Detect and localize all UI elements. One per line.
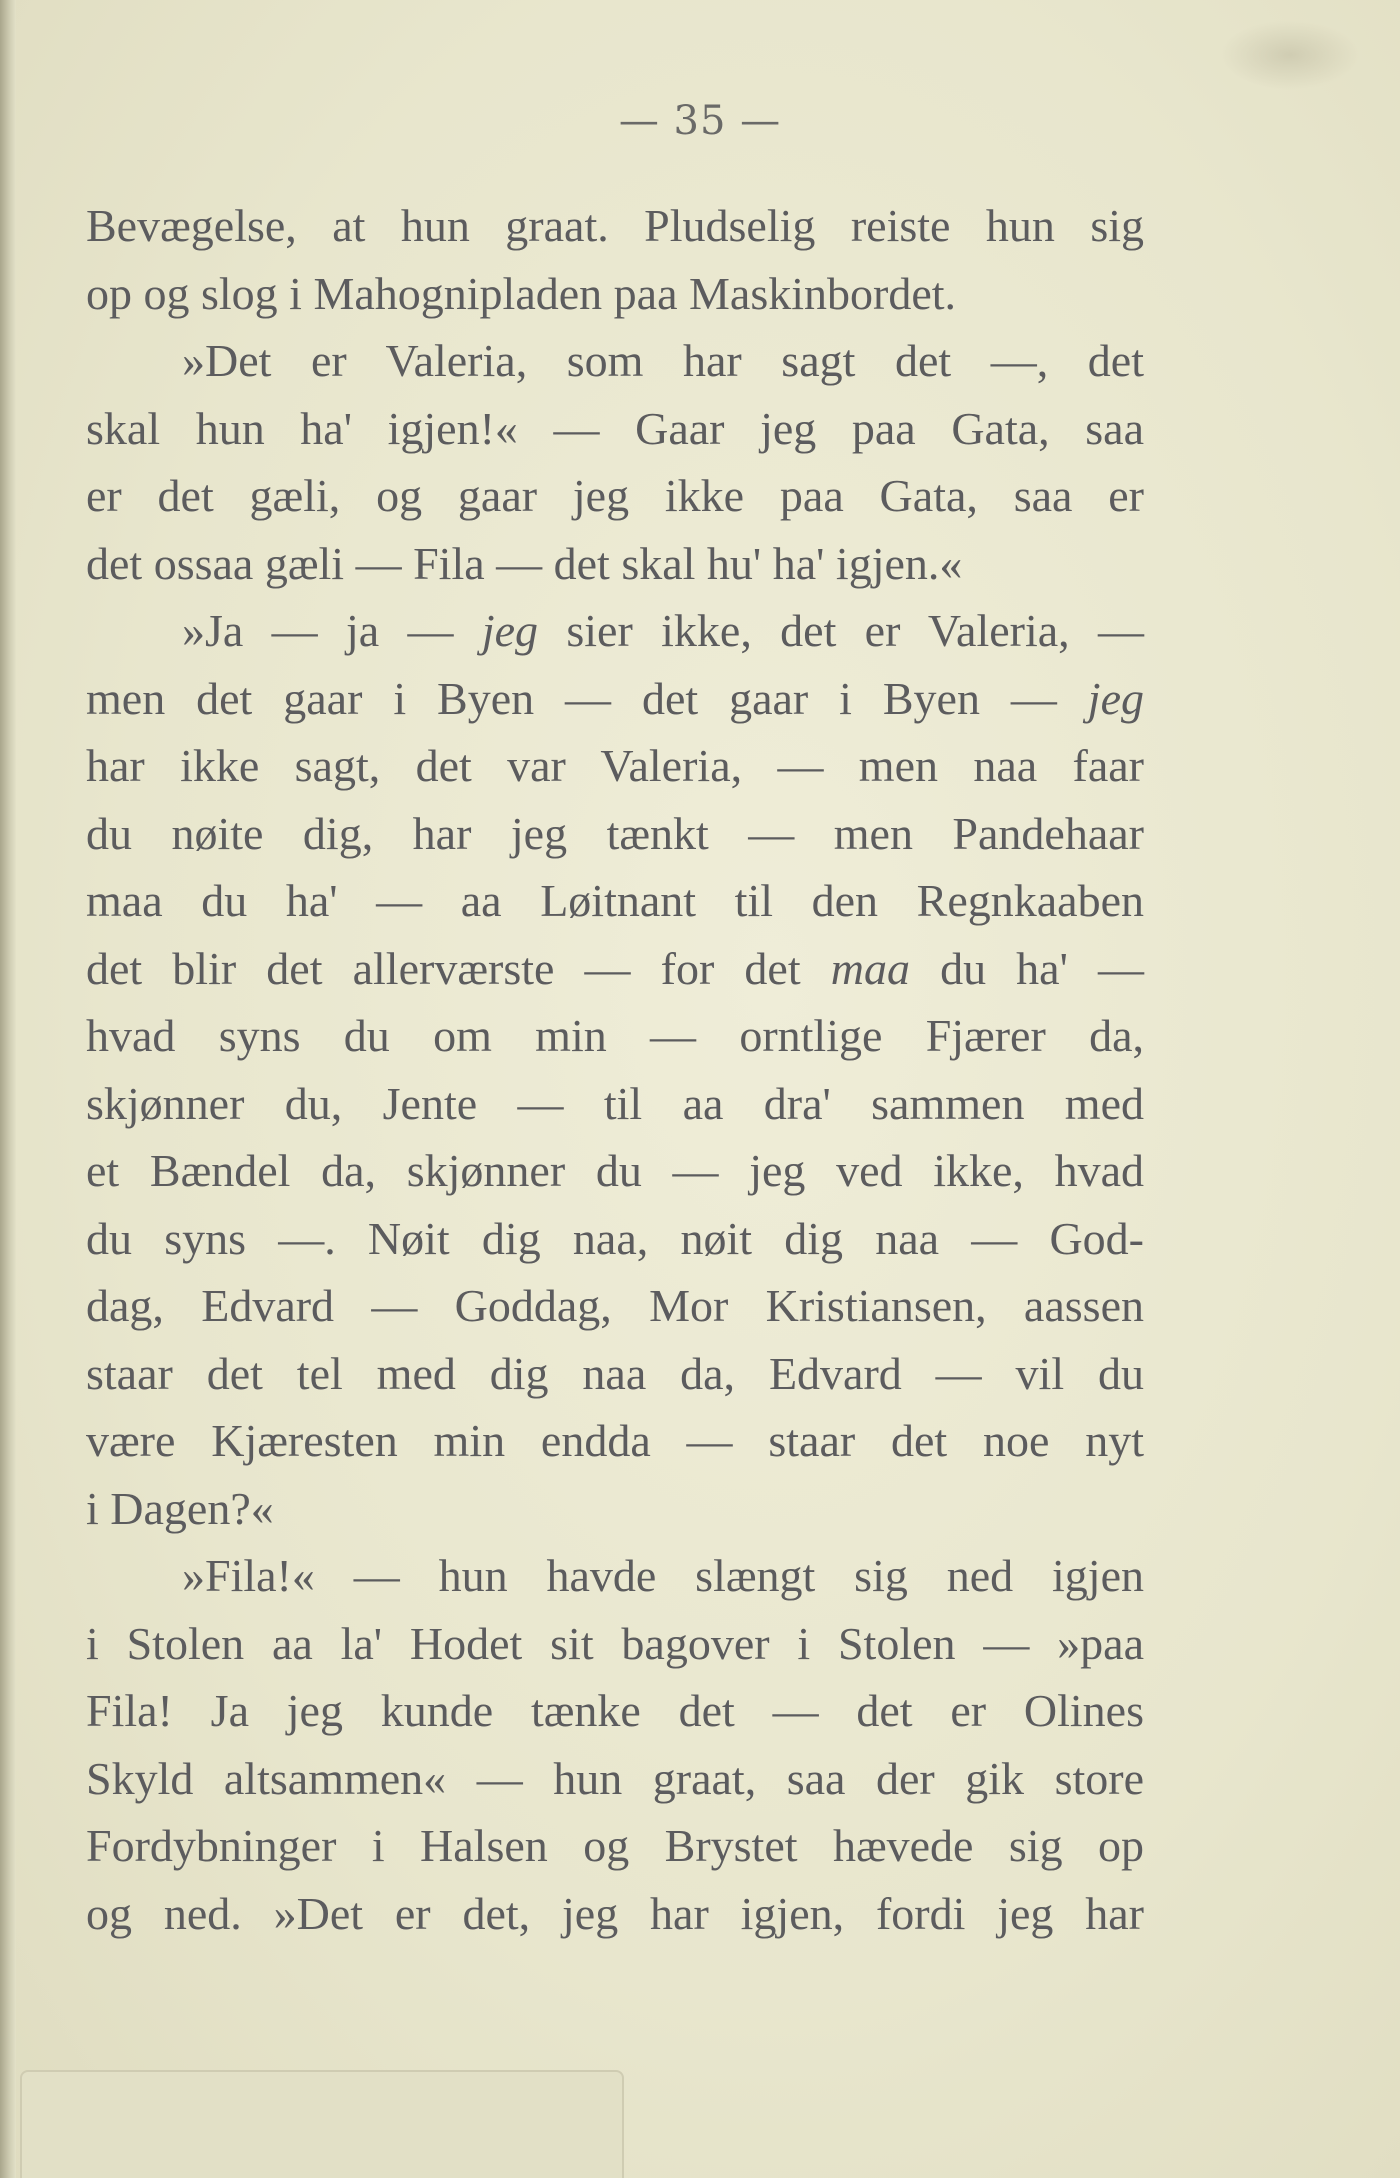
text-line bbox=[86, 597, 1144, 665]
text-segment: et Bændel da, skjønner du — jeg ved ikke, hvad bbox=[86, 1145, 1144, 1196]
text-line bbox=[86, 1205, 1144, 1273]
text-line bbox=[86, 1137, 1144, 1205]
text-segment: »Fila!« — hun havde slængt sig ned igjen bbox=[182, 1550, 1144, 1601]
text-segment: dag, Edvard — Goddag, Mor Kristiansen, aassen bbox=[86, 1280, 1144, 1331]
text-line bbox=[86, 1677, 1144, 1745]
text-segment: »Ja — ja — bbox=[182, 605, 482, 656]
text-line bbox=[86, 1542, 1144, 1610]
text-segment: Fordybninger i Halsen og Brystet hævede sig op bbox=[86, 1820, 1144, 1871]
text-line bbox=[86, 1002, 1144, 1070]
text-segment: sier ikke, det er Valeria, — bbox=[538, 605, 1145, 656]
text-line bbox=[86, 800, 1144, 868]
text-line bbox=[86, 665, 1144, 733]
text-segment: hvad syns du om min — orntlige Fjærer da, bbox=[86, 1010, 1144, 1061]
text-segment: Fila! Ja jeg kunde tænke det — det er Olines bbox=[86, 1685, 1144, 1736]
emphasized-word: jeg bbox=[1087, 672, 1144, 724]
text-segment: og ned. »Det er det, jeg har igjen, fordi jeg har bbox=[86, 1887, 1144, 1939]
text-segment: i Stolen aa la' Hodet sit bagover i Stolen — »paa bbox=[86, 1617, 1144, 1669]
text-segment: skal hun ha' igjen!« — Gaar jeg paa Gata, saa bbox=[86, 402, 1144, 454]
text-segment: det ossaa gæli — Fila — det skal hu' ha' igjen.« bbox=[86, 537, 963, 589]
text-segment: være Kjæresten min endda — staar det noe nyt bbox=[86, 1415, 1144, 1466]
text-line bbox=[86, 395, 1144, 463]
text-line bbox=[86, 1340, 1144, 1408]
text-line bbox=[86, 462, 1144, 530]
text-segment: maa du ha' — aa Løitnant til den Regnkaaben bbox=[86, 875, 1144, 926]
text-line bbox=[86, 1812, 1144, 1880]
text-segment: er det gæli, og gaar jeg ikke paa Gata, saa er bbox=[86, 470, 1144, 521]
page-tab-shadow bbox=[20, 2070, 624, 2178]
text-line bbox=[86, 1407, 1144, 1475]
text-segment: det blir det allerværste — for det bbox=[86, 942, 831, 994]
text-segment: men det gaar i Byen — det gaar i Byen — bbox=[86, 672, 1088, 724]
text-line bbox=[86, 1475, 1144, 1543]
text-segment: du nøite dig, har jeg tænkt — men Pandehaar bbox=[86, 807, 1144, 859]
text-line bbox=[86, 1745, 1144, 1813]
book-spine-shadow bbox=[0, 0, 16, 2178]
text-segment: du ha' — bbox=[909, 942, 1144, 994]
text-segment: staar det tel med dig naa da, Edvard — vil du bbox=[86, 1347, 1144, 1399]
text-line bbox=[86, 530, 1144, 598]
text-segment: »Det er Valeria, som har sagt det —, det bbox=[182, 335, 1144, 386]
paper-stain bbox=[1220, 20, 1360, 90]
text-line bbox=[86, 1610, 1144, 1678]
text-line bbox=[86, 1880, 1144, 1948]
text-line bbox=[86, 192, 1144, 260]
text-line bbox=[86, 327, 1144, 395]
emphasized-word: jeg bbox=[481, 605, 539, 656]
text-line bbox=[86, 1070, 1144, 1138]
page-number: — 35 — bbox=[618, 98, 782, 144]
text-line bbox=[86, 260, 1144, 328]
text-segment: har ikke sagt, det var Valeria, — men naa faar bbox=[86, 740, 1144, 791]
text-segment: Skyld altsammen« — hun graat, saa der gik store bbox=[86, 1752, 1144, 1804]
text-segment: du syns —. Nøit dig naa, nøit dig naa — God- bbox=[86, 1212, 1144, 1264]
text-segment: i Dagen?« bbox=[86, 1482, 274, 1534]
text-line bbox=[86, 1272, 1144, 1340]
text-segment: Bevægelse, at hun graat. Pludselig reiste hun sig bbox=[86, 200, 1144, 251]
body-text bbox=[86, 192, 1144, 1947]
text-line bbox=[86, 732, 1144, 800]
text-line bbox=[86, 867, 1144, 935]
text-segment: skjønner du, Jente — til aa dra' sammen med bbox=[86, 1077, 1144, 1129]
text-line bbox=[86, 935, 1144, 1003]
emphasized-word: maa bbox=[830, 942, 910, 994]
text-segment: op og slog i Mahognipladen paa Maskinbordet. bbox=[86, 267, 957, 319]
